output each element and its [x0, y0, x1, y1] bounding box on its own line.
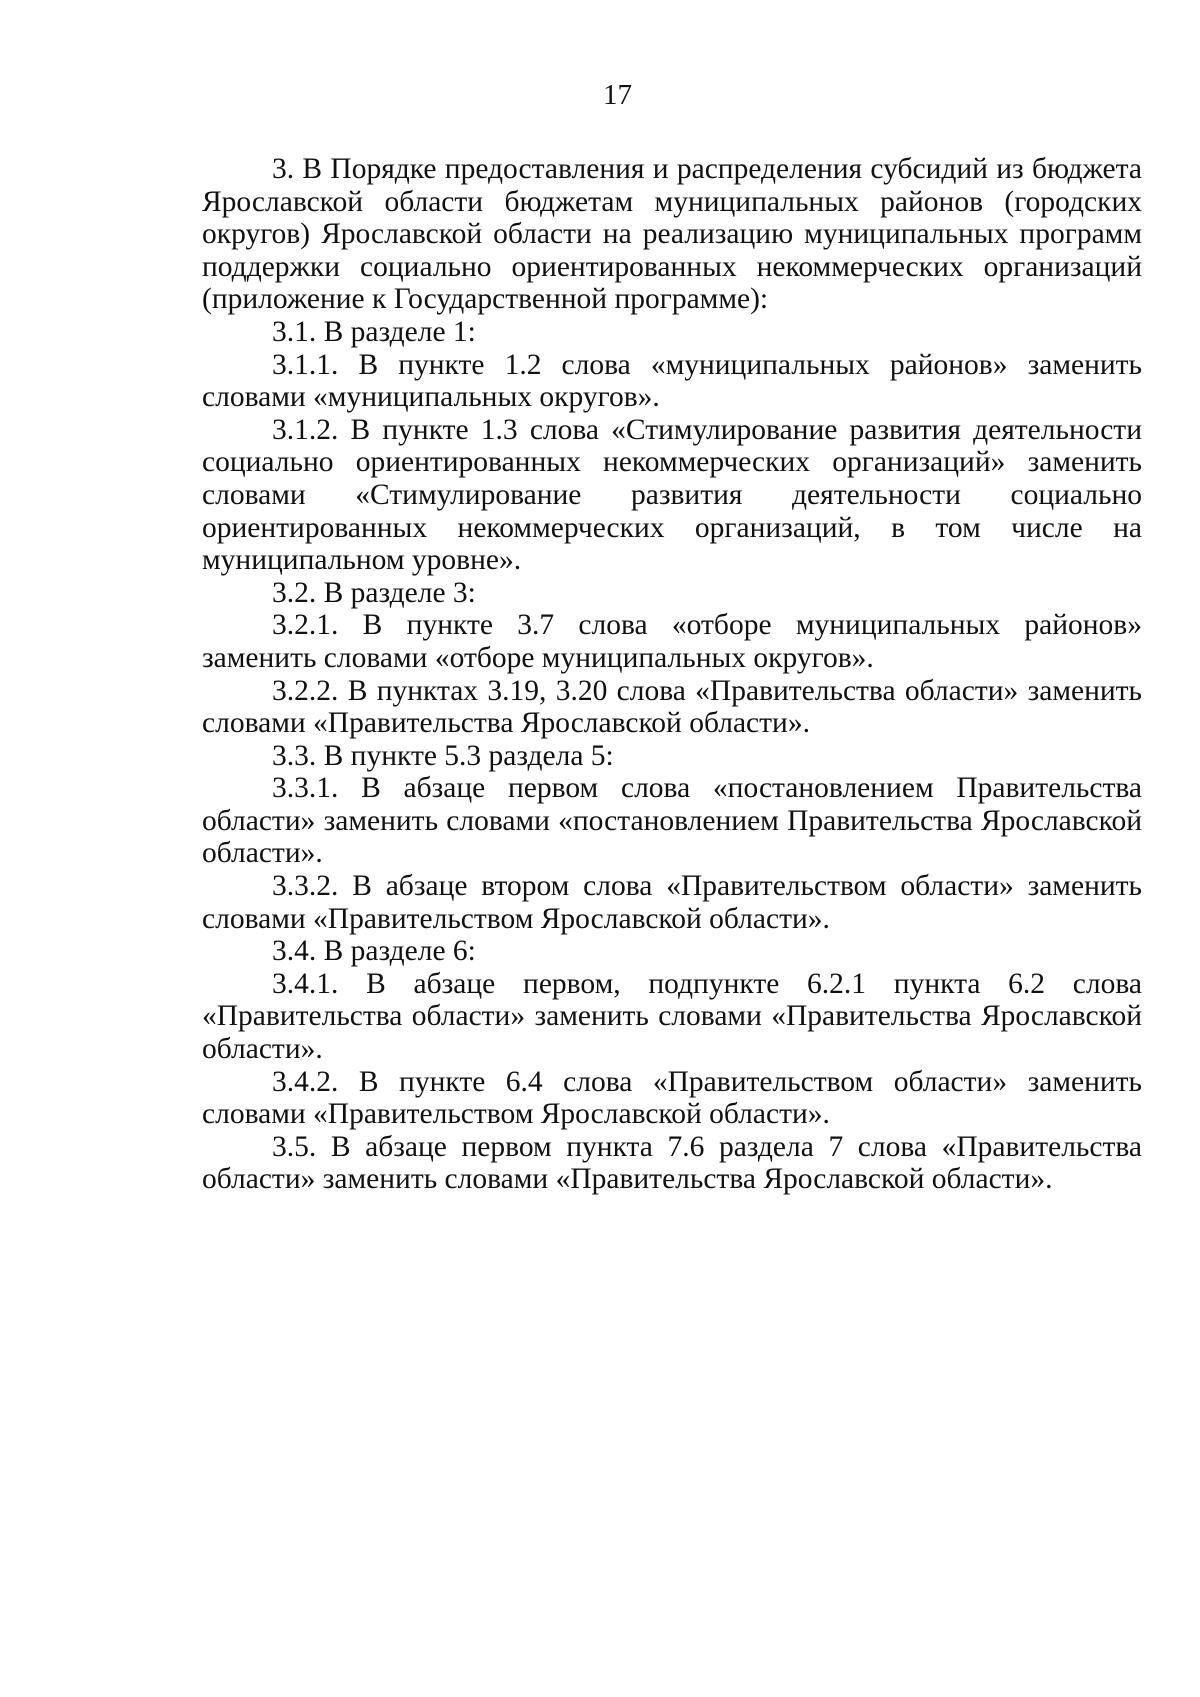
page-number: 17 — [603, 79, 632, 111]
paragraph-3-3-2: 3.3.2. В абзаце втором слова «Правительством области» заменить словами «Правительством Ярославской области». — [202, 870, 1142, 935]
paragraph-3-5: 3.5. В абзаце первом пункта 7.6 раздела 7 слова «Правительства области» заменить словами «Правительства Ярославской области». — [202, 1130, 1142, 1196]
paragraph-3-1-1: 3.1.1. В пункте 1.2 слова «муниципальных районов» заменить словами «муниципальных округов». — [202, 348, 1142, 414]
paragraph-3-3: 3.3. В пункте 5.3 раздела 5: — [272, 739, 614, 772]
paragraph-3: 3. В Порядке предоставления и распределения субсидий из бюджета Ярославской области бюджетам муниципальных районов (городских округов) Ярославской области на реализацию муниципальных программ поддержки социально ориентированных некоммерческих организаций (приложение к Государственной программе): — [202, 153, 1142, 316]
paragraph-3-3-1: 3.3.1. В абзаце первом слова «постановлением Правительства области» заменить словами «постановлением Правительства Ярославской области». — [202, 772, 1142, 870]
paragraph-3-4-1: 3.4.1. В абзаце первом, подпункте 6.2.1 пункта 6.2 слова «Правительства области» заменить словами «Правительства Ярославской области». — [202, 967, 1142, 1066]
paragraph-3-4-2: 3.4.2. В пункте 6.4 слова «Правительством области» заменить словами «Правительством Ярославской области». — [202, 1065, 1142, 1131]
paragraph-3-2-2: 3.2.2. В пунктах 3.19, 3.20 слова «Правительства области» заменить словами «Правительства Ярославской области». — [202, 674, 1142, 740]
paragraph-3-1-2: 3.1.2. В пункте 1.3 слова «Стимулирование развития деятельности социально ориентированных некоммерческих организаций» заменить словами «Стимулирование развития деятельности социально ориентированных некоммерческих организаций, в том числе на муниципальном уровне». — [202, 413, 1142, 577]
paragraph-3-2-1: 3.2.1. В пункте 3.7 слова «отборе муниципальных районов» заменить словами «отборе муниципальных округов». — [202, 609, 1142, 674]
document-body — [202, 153, 1142, 1196]
paragraph-3-2: 3.2. В разделе 3: — [272, 576, 476, 609]
paragraph-3-4: 3.4. В разделе 6: — [272, 935, 476, 968]
paragraph-3-1: 3.1. В разделе 1: — [272, 315, 476, 348]
